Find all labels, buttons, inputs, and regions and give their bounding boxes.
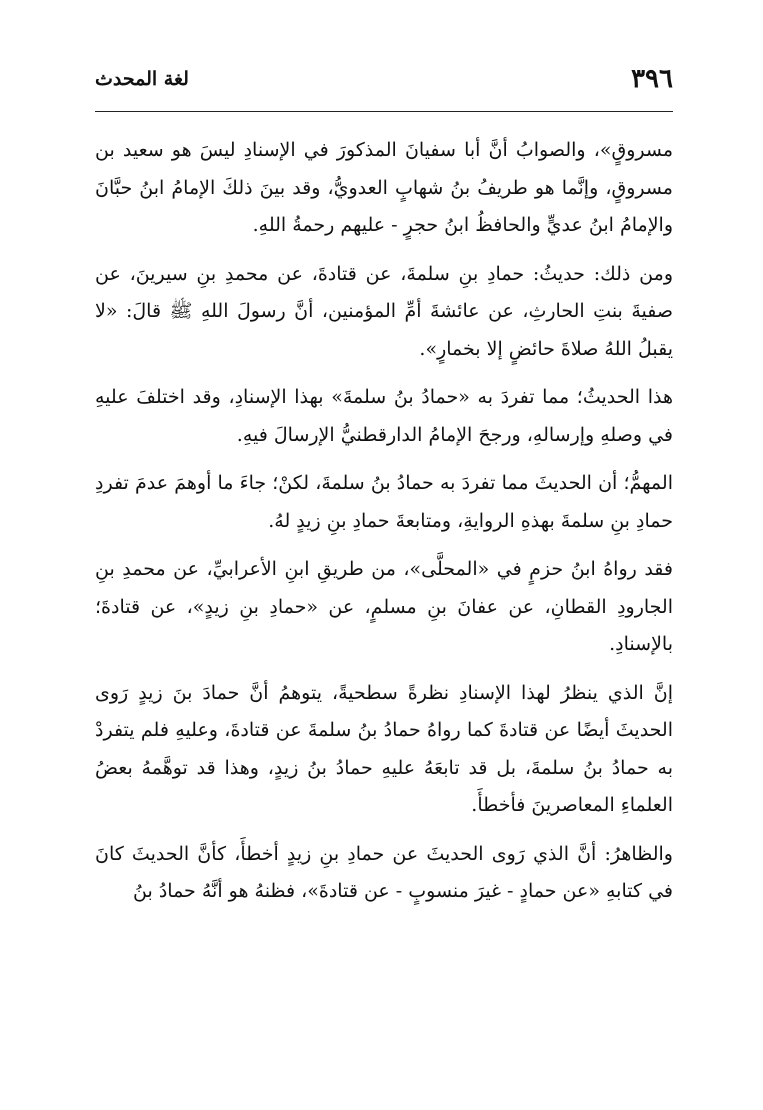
running-title: لغة المحدث [95,68,189,90]
paragraph: والظاهرُ: أنَّ الذي رَوى الحديثَ عن حمادِ بنِ زيدٍ أخطأَ، كأنَّ الحديثَ كانَ في كتابهِ «عن حمادٍ - غيرَ منسوبٍ - عن قتادةَ»، فظنهُ هو أنَّهُ حمادُ بنُ [95,842,673,902]
paragraph: هذا الحديثُ؛ مما تفردَ به «حمادُ بنُ سلمةَ» بهذا الإسنادِ، وقد اختلفَ عليهِ في وصلهِ وإرسالهِ، ورجحَ الإمامُ الدارقطنيُّ الإرسالَ فيهِ. [95,386,673,446]
paragraph: إنَّ الذي ينظرُ لهذا الإسنادِ نظرةً سطحيةً، يتوهمُ أنَّ حمادَ بنَ زيدٍ رَوى الحديثَ أيضًا عن قتادةَ كما رواهُ حمادُ بنُ سلمةَ عن قتادةَ، وعليهِ فلم يتفردْ به حمادُ بنُ سلمةَ، بل قد تابعَهُ عليهِ حمادُ بنُ زيدٍ، وهذا قد توهَّمهُ بعضُ العلماءِ المعاصرينَ فأخطأَ. [95,681,673,816]
body-text [95,132,673,911]
paragraph: مسروقٍ»، والصوابُ أنَّ أبا سفيانَ المذكورَ في الإسنادِ ليسَ هو سعيد بن مسروقٍ، وإنَّما هو طريفُ بنُ شهابٍ العدويُّ، وقد بينَ ذلكَ الإمامُ ابنُ حبَّانَ والإمامُ ابنُ عديٍّ والحافظُ ابنُ حجرٍ - عليهم رحمةُ اللهِ. [95,139,673,236]
page-header [95,64,673,98]
page-number: ٣٩٦ [631,64,673,94]
paragraph: ومن ذلك: حديثُ: حمادِ بنِ سلمةَ، عن قتادةَ، عن محمدِ بنِ سيرينَ، عن صفيةَ بنتِ الحارثِ، عن عائشةَ أمِّ المؤمنين، أنَّ رسولَ اللهِ ﷺ قالَ: «لا يقبلُ اللهُ صلاةَ حائضٍ إلا بخمارٍ». [95,262,673,360]
header-divider [95,111,673,112]
paragraph: فقد رواهُ ابنُ حزمٍ في «المحلَّى»، من طريقِ ابنِ الأعرابيِّ، عن محمدِ بنِ الجارودِ القطانِ، عن عفانَ بنِ مسلمٍ، عن «حمادِ بنِ زيدٍ»، عن قتادةَ؛ بالإسنادِ. [95,558,673,655]
paragraph: المهمُّ؛ أن الحديثَ مما تفردَ به حمادُ بنُ سلمةَ، لكنْ؛ جاءَ ما أوهمَ عدمَ تفردِ حمادِ بنِ سلمةَ بهذهِ الروايةِ، ومتابعةَ حمادِ بنِ زيدٍ لهُ. [95,472,673,532]
